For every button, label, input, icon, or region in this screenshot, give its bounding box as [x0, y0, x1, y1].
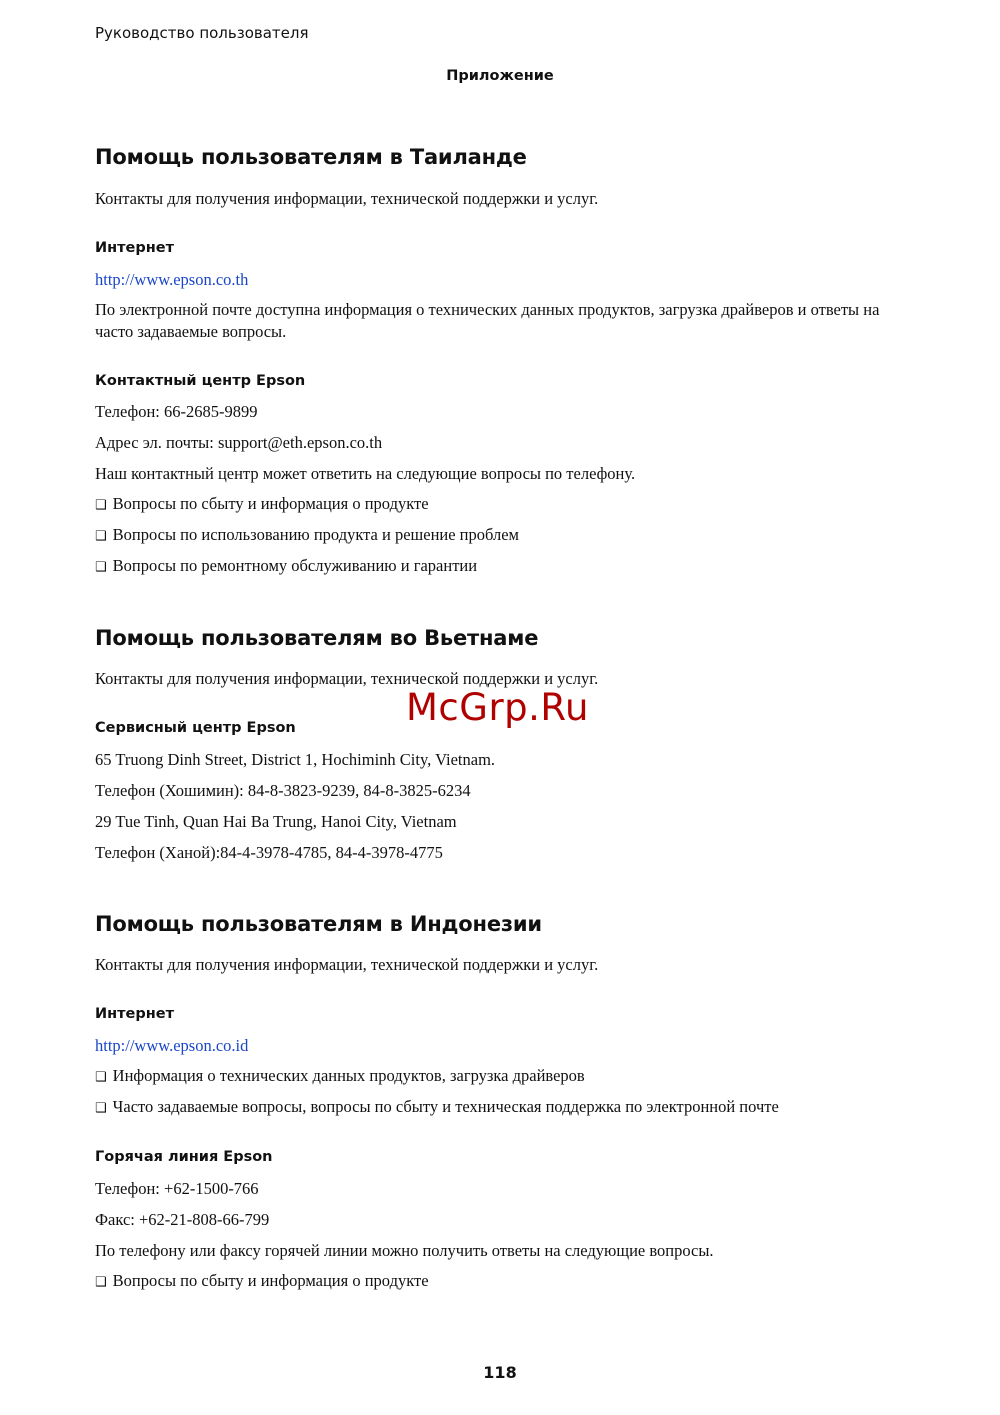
subheading-hotline: Горячая линия Epson: [95, 1149, 273, 1165]
fax-indonesia: Факс: +62-21-808-66-799: [95, 1210, 270, 1229]
list-item-text: Вопросы по ремонтному обслуживанию и гарантии: [112, 556, 478, 575]
address-hanoi: 29 Tue Tinh, Quan Hai Ba Trung, Hanoi City, Vietnam: [95, 812, 457, 831]
address-hochiminh: 65 Truong Dinh Street, District 1, Hochiminh City, Vietnam.: [95, 750, 496, 769]
paragraph-internet-thailand: По электронной почте доступна информация о технических данных продуктов, загрузка драйверов и ответы на часто задаваемые вопросы.: [95, 300, 880, 341]
checkbox-bullet-icon: ❑: [95, 498, 107, 513]
list-item-text: Информация о технических данных продуктов, загрузка драйверов: [112, 1066, 585, 1085]
section-heading-indonesia: Помощь пользователям в Индонезии: [95, 912, 542, 936]
note-thailand: Наш контактный центр может ответить на следующие вопросы по телефону.: [95, 464, 636, 483]
section-intro-vietnam: Контакты для получения информации, технической поддержки и услуг.: [95, 669, 599, 688]
phone-hochiminh: Телефон (Хошимин): 84-8-3823-9239, 84-8-3825-6234: [95, 781, 471, 800]
list-item: [95, 494, 429, 514]
list-item-text: Вопросы по сбыту и информация о продукте: [112, 494, 429, 513]
phone-hanoi: Телефон (Ханой):84-4-3978-4785, 84-4-3978-4775: [95, 843, 443, 862]
link-epson-id[interactable]: http://www.epson.co.id: [95, 1036, 249, 1055]
list-item: [95, 525, 519, 545]
note-indonesia: По телефону или факсу горячей линии можно получить ответы на следующие вопросы.: [95, 1241, 714, 1260]
section-intro-indonesia: Контакты для получения информации, технической поддержки и услуг.: [95, 955, 599, 974]
section-heading-vietnam: Помощь пользователям во Вьетнаме: [95, 626, 539, 650]
list-item: [95, 1271, 429, 1291]
phone-thailand: Телефон: 66-2685-9899: [95, 402, 258, 421]
chapter-title: Приложение: [446, 68, 554, 84]
phone-indonesia: Телефон: +62-1500-766: [95, 1179, 259, 1198]
list-item-text: Вопросы по использованию продукта и решение проблем: [112, 525, 519, 544]
subheading-internet-thailand: Интернет: [95, 240, 175, 256]
checkbox-bullet-icon: ❑: [95, 1070, 107, 1085]
subheading-contact-center: Контактный центр Epson: [95, 373, 306, 389]
list-item-text: Часто задаваемые вопросы, вопросы по сбыту и техническая поддержка по электронной почте: [112, 1097, 779, 1116]
running-header: Руководство пользователя: [95, 24, 309, 42]
email-thailand: Адрес эл. почты: support@eth.epson.co.th: [95, 433, 383, 452]
watermark: McGrp.Ru: [406, 686, 589, 729]
section-intro-thailand: Контакты для получения информации, технической поддержки и услуг.: [95, 189, 599, 208]
checkbox-bullet-icon: ❑: [95, 560, 107, 575]
subheading-service-center: Сервисный центр Epson: [95, 720, 296, 736]
checkbox-bullet-icon: ❑: [95, 1101, 107, 1116]
checkbox-bullet-icon: ❑: [95, 529, 107, 544]
list-item: [95, 1097, 779, 1117]
page-number: 118: [483, 1363, 517, 1382]
link-epson-th[interactable]: http://www.epson.co.th: [95, 270, 249, 289]
list-item-text: Вопросы по сбыту и информация о продукте: [112, 1271, 429, 1290]
section-heading-thailand: Помощь пользователям в Таиланде: [95, 145, 527, 169]
list-item: [95, 556, 477, 576]
checkbox-bullet-icon: ❑: [95, 1275, 107, 1290]
list-item: [95, 1066, 585, 1086]
subheading-internet-indonesia: Интернет: [95, 1006, 175, 1022]
